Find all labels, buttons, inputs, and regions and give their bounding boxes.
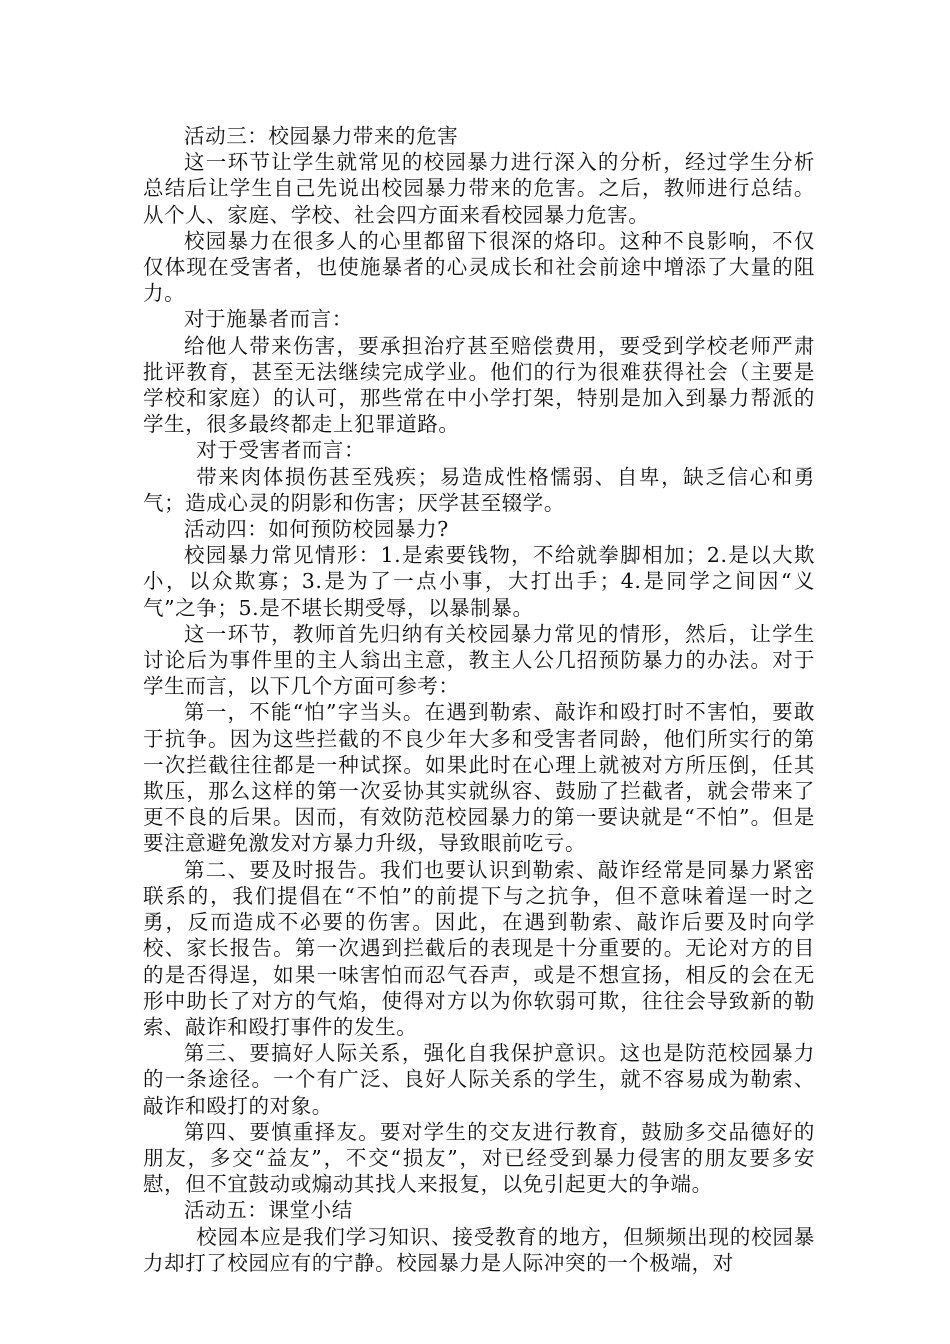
heading-activity-three: 活动三：校园暴力带来的危害 — [184, 124, 459, 148]
paragraph-point-two: 第二、要及时报告。我们也要认识到勒索、敲诈经常是同暴力紧密联系的，我们提倡在“不怕”的前提下与之抗争，但不意味着逞一时之勇，反而造成不必要的伤害。因此，在遇到勒索、敲诈后要及时向学校、家长报告。第一次遇到拦截后的表现是十分重要的。无论对方的目的是否得逞，如果一味害怕而忍气吞声，或是不想宣扬，相反的会在无形中助长了对方的气焰，使得对方以为你软弱可欺，往往会导致新的勒索、敲诈和殴打事件的发生。 — [143, 857, 815, 1039]
paragraph: 这一环节让学生就常见的校园暴力进行深入的分析，经过学生分析总结后让学生自己先说出校园暴力带来的危害。之后，教师进行总结。 从个人、家庭、学校、社会四方面来看校园暴力危害。 — [143, 150, 815, 227]
subheading-victims: 对于受害者而言： — [196, 438, 366, 463]
heading-activity-four: 活动四：如何预防校园暴力? — [184, 517, 449, 542]
paragraph: 校园暴力在很多人的心里都留下很深的烙印。这种不良影响，不仅仅体现在受害者，也使施暴者的心灵成长和社会前途中增添了大量的阻力。 — [143, 228, 815, 306]
paragraph-point-three: 第三、要搞好人际关系，强化自我保护意识。这也是防范校园暴力的一条途径。一个有广泛、良好人际关系的学生，就不容易成为勒索、敲诈和殴打的对象。 — [143, 1041, 815, 1118]
paragraph: 校园暴力常见情形：1.是索要钱物，不给就拳脚相加；2.是以大欺小，以众欺寡；3.是为了一点小事，大打出手；4.是同学之间因“义气”之争；5.是不堪长期受辱，以暴制暴。 — [143, 543, 815, 620]
paragraph-point-four: 第四、要慎重择友。要对学生的交友进行教育，鼓励多交品德好的朋友，多交“益友”，不交“损友”，对已经受到暴力侵害的朋友要多安慰，但不宜鼓动或煽动其找人来报复，以免引起更大的争端。 — [143, 1119, 815, 1197]
paragraph: 校园本应是我们学习知识、接受教育的地方，但频频出现的校园暴力却打了校园应有的宁静。校园暴力是人际冲突的一个极端，对 — [143, 1224, 815, 1275]
subheading-perpetrators: 对于施暴者而言： — [184, 307, 353, 332]
paragraph: 给他人带来伤害，要承担治疗甚至赔偿费用，要受到学校老师严肃批评教育，甚至无法继续完成学业。他们的行为很难获得社会（主要是学校和家庭）的认可，那些常在中小学打架，特别是加入到暴力帮派的学生，很多最终都走上犯罪道路。 — [143, 333, 815, 437]
heading-activity-five: 活动五：课堂小结 — [184, 1198, 353, 1223]
paragraph-point-one: 第一，不能“怕”字当头。在遇到勒索、敲诈和殴打时不害怕，要敢于抗争。因为这些拦截的不良少年大多和受害者同龄，他们所实行的第一次拦截往往都是一种试探。如果此时在心理上就被对方所压倒，任其欺压，那么这样的第一次妥协其实就纵容、鼓励了拦截者，就会带来了更不良的后果。因而，有效防范校园暴力的第一要诀就是“不怕”。但是要注意避免激发对方暴力升级，导致眼前吃亏。 — [143, 700, 815, 856]
paragraph: 这一环节，教师首先归纳有关校园暴力常见的情形，然后，让学生讨论后为事件里的主人翁出主意，教主人公几招预防暴力的办法。对于学生而言，以下几个方面可参考： — [143, 621, 815, 699]
paragraph: 带来肉体损伤甚至残疾；易造成性格懦弱、自卑，缺乏信心和勇气；造成心灵的阴影和伤害；厌学甚至辍学。 — [143, 464, 815, 515]
document-body — [143, 123, 815, 1276]
